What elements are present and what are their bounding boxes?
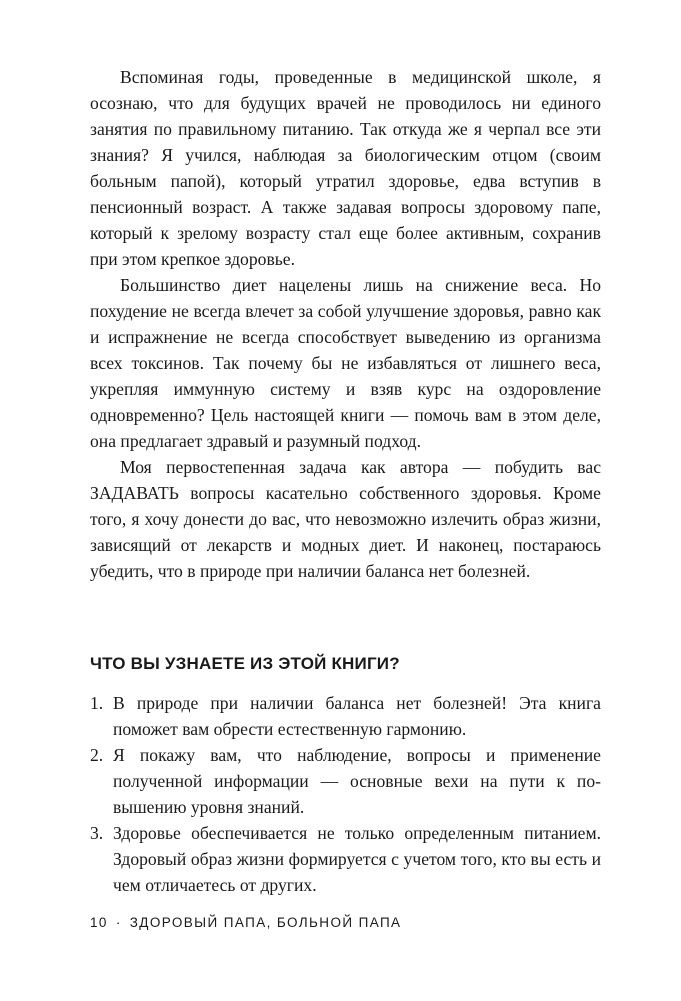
list-item-text: Я покажу вам, что наблюдение, вопросы и применение полученной информации — основные вехи на пути к повышению уровня знаний.	[113, 745, 601, 817]
list-item-text: Здоровье обеспечивается не только определенным питанием. Здоровый образ жизни формируется с учетом того, кто вы есть и чем отличаетесь от других.	[113, 823, 601, 895]
running-title: ЗДОРОВЫЙ ПАПА, БОЛЬНОЙ ПАПА	[129, 915, 402, 930]
footer-separator: ·	[115, 915, 122, 930]
numbered-list	[90, 690, 601, 898]
list-item	[90, 820, 601, 898]
body-text	[90, 64, 601, 584]
page-number: 10	[90, 915, 108, 930]
list-item	[90, 742, 601, 820]
list-item-number: 2.	[90, 745, 104, 765]
list-item-number: 1.	[90, 693, 104, 713]
paragraph-3: Моя первостепенная задача как автора — побудить вас ЗАДАВАТЬ вопросы касательно собственного здоровья. Кроме того, я хочу донести до вас, что невозможно излечить образ жизни, зависящий от лекарств и модных диет. И наконец, постараюсь убедить, что в природе при наличии баланса нет болезней.	[90, 457, 601, 581]
page-footer	[90, 914, 601, 932]
list-item	[90, 690, 601, 742]
paragraph-2: Большинство диет нацелены лишь на снижение веса. Но похудение не всегда влечет за собой улучшение здоровья, равно как и испражнение не всегда способствует выведению из организма всех токсинов. Так почему бы не избавляться от лишнего веса, укрепляя иммунную систему и взяв курс на оздоровление одновременно? Цель настоящей книги — помочь вам в этом деле, она предлагает здравый и разумный подход.	[90, 275, 601, 451]
section-heading: ЧТО ВЫ УЗНАЕТЕ ИЗ ЭТОЙ КНИГИ?	[90, 654, 400, 673]
list-item-text: В природе при наличии баланса нет болезней! Эта книга поможет вам обрести естественную гармонию.	[113, 693, 601, 739]
list-item-number: 3.	[90, 823, 104, 843]
paragraph-1: Вспоминая годы, проведенные в медицинской школе, я осознаю, что для будущих врачей не проводилось ни единого занятия по правильному питанию. Так откуда же я черпал все эти знания? Я учился, наблюдая за биологическим отцом (своим больным папой), который утратил здоровье, едва вступив в пенсионный возраст. А также задавая вопросы здоровому папе, который к зрелому возрасту стал еще более активным, сохранив при этом крепкое здоровье.	[90, 67, 601, 269]
